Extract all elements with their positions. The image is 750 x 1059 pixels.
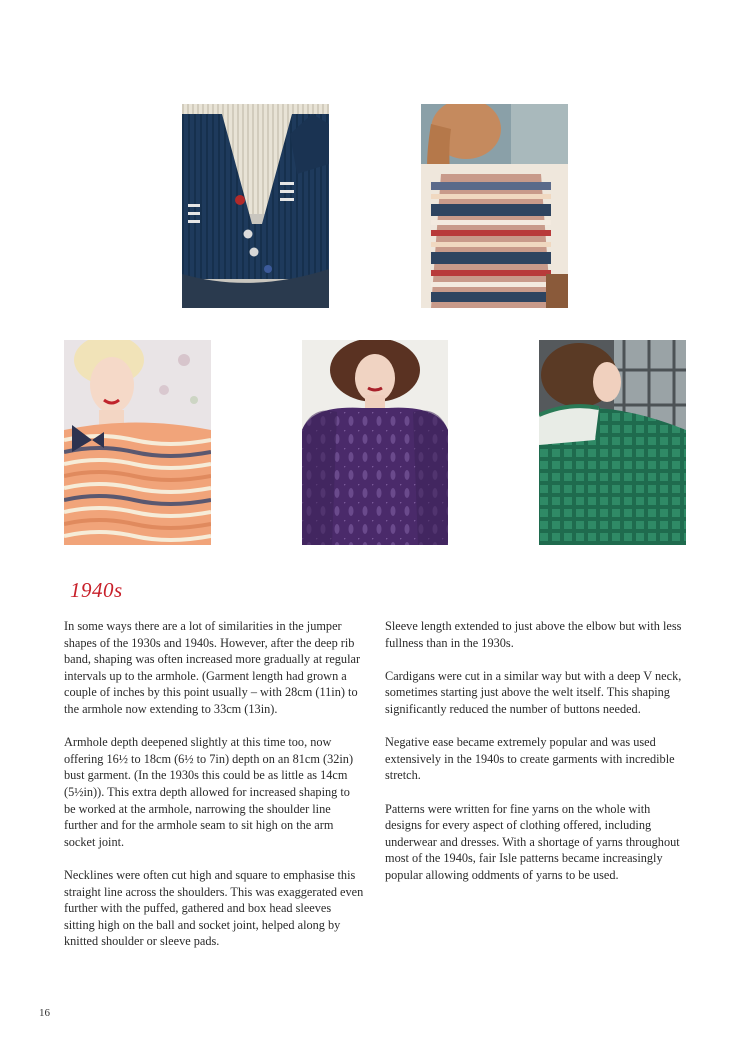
right-column [385, 618, 685, 900]
paragraph: Negative ease became extremely popular and was used extensively in the 1940s to create garments with incredible stretch. [385, 735, 675, 783]
fair-isle-vest-photo [421, 104, 568, 308]
page-number: 16 [39, 1007, 50, 1019]
left-column [64, 618, 364, 966]
paragraph: Patterns were written for fine yarns on the whole with designs for every aspect of clothing offered, including underwear and dresses. With a shortage of yarns throughout most of the 1940s, fair Isle patterns became increasingly popular allowing oddments of yarns to be used. [385, 801, 680, 882]
green-textured-jumper-photo [539, 340, 686, 545]
purple-lace-jumper-photo [302, 340, 448, 545]
navy-rib-cardigan-photo [182, 104, 329, 308]
paragraph: Necklines were often cut high and square to emphasise this straight line across the shoulders. This was exaggerated even further with the puffed, gathered and box head sleeves sitting high on the ball and socket joint, helped along by knitted shoulder or sleeve pads. [64, 867, 364, 949]
striped-jumper-photo [64, 340, 211, 545]
paragraph: Armhole depth deepened slightly at this time too, now offering 16½ to 18cm (6½ to 7in) depth on an 81cm (32in) bust garment. (In the 1930s this could be as little as 14cm (5½in)). This extra depth allowed for increased shaping to be worked at the armhole, narrowing the shoulder line further and for the armhole seam to sit high on the arm socket joint. [64, 735, 354, 849]
paragraph: Sleeve length extended to just above the elbow but with less fullness than in the 1930s. [385, 619, 682, 650]
section-heading: 1940s [70, 578, 123, 602]
paragraph: In some ways there are a lot of similarities in the jumper shapes of the 1930s and 1940s. However, after the deep rib band, shaping was often increased more gradually at regular intervals up to the armhole. (Garment length had grown a couple of inches by this point usually – with 28cm (11in) to the armhole now extending to 33cm (13in). [64, 619, 361, 716]
paragraph: Cardigans were cut in a similar way but with a deep V neck, sometimes starting just above the welt itself. This shaping significantly reduced the number of buttons needed. [385, 668, 682, 716]
